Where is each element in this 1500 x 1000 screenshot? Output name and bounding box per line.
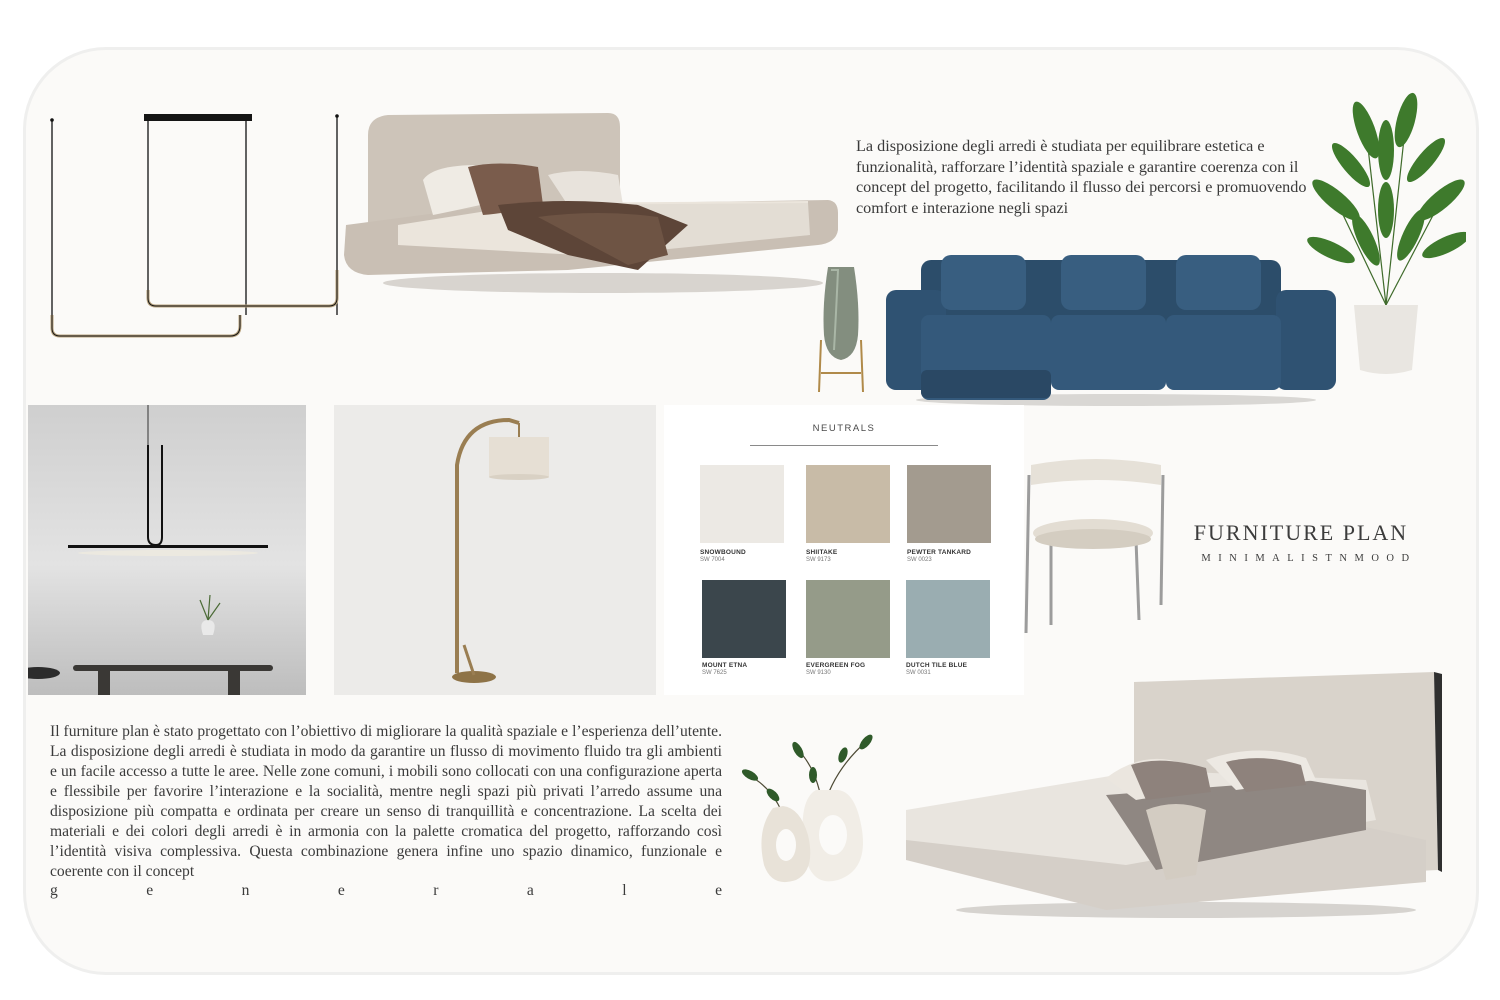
color-palette-card	[664, 405, 1024, 695]
swatch-code: SW 9130	[806, 670, 831, 676]
swatch-name: EVERGREEN FOG	[806, 662, 866, 669]
body-letter: g	[50, 882, 58, 899]
swatch-code: SW 0031	[906, 670, 931, 676]
body-paragraph: Il furniture plan è stato progettato con l’obiettivo di migliorare la qualità spaziale e l’esperienza dell’utente. La disposizione degli arredi è studiata in modo da garantire un flusso di movimento fluido tra gli ambienti e un facile accesso a tutte le aree. Nelle zone comuni, i mobili sono collocati con una configurazione aperta e flessibile per favorire l’interazione e la socialità, mentre negli spazi più privati l’arredo assume una disposizione più compatta e ordinata per creare un senso di tranquillità e concentrazione. La scelta dei materiali e dei colori degli arredi è in armonia con la palette cromatica del progetto, rafforzando così l’identità visiva complessiva. Questa combinazione genera infine uno spazio dinamico, funzionale e coerente con il concept	[50, 723, 722, 880]
swatch-code: SW 7625	[702, 670, 727, 676]
swatch-mount-etna	[702, 580, 786, 658]
glass-vase-image	[816, 265, 866, 395]
swatch-name: MOUNT ETNA	[702, 662, 748, 669]
moodboard-panel	[26, 50, 1476, 972]
body-letter: l	[622, 882, 627, 899]
body-letter: r	[433, 882, 439, 899]
swatch-evergreen-fog	[806, 580, 890, 658]
palette-divider	[750, 445, 938, 446]
swatch-code: SW 7004	[700, 557, 725, 563]
swatch-code: SW 9173	[806, 557, 831, 563]
linear-pendant-light-image	[42, 110, 342, 345]
swatch-name: PEWTER TANKARD	[907, 549, 972, 556]
palette-title: NEUTRALS	[812, 423, 876, 434]
swatch-name: SHIITAKE	[806, 549, 838, 556]
platform-bed-image	[338, 105, 848, 300]
body-letter: n	[241, 882, 250, 899]
blue-sofa-image	[881, 250, 1341, 410]
swatch-code: SW 0023	[907, 557, 932, 563]
swatch-shiitake	[806, 465, 890, 543]
dining-chair-image	[1021, 455, 1171, 640]
floor-lamp-photo	[334, 405, 656, 695]
body-letter: a	[526, 882, 534, 899]
page-title: FURNITURE PLAN	[1193, 520, 1409, 545]
swatch-snowbound	[700, 465, 784, 543]
body-letter: e	[337, 882, 345, 899]
sculptural-vases-image	[738, 720, 888, 890]
swatch-pewter-tankard	[907, 465, 991, 543]
intro-paragraph: La disposizione degli arredi è studiata per equilibrare estetica e funzionalità, rafforzare l’identità spaziale e garantire coerenza con il concept del progetto, facilitando il flusso dei percorsi e promuovendo comfort e interazione negli spazi	[856, 137, 1307, 217]
body-letter: e	[715, 882, 722, 899]
swatch-dutch-tile-blue	[906, 580, 990, 658]
upholstered-bed-image	[906, 670, 1451, 920]
swatch-name: SNOWBOUND	[700, 549, 746, 556]
body-paragraph-last-line	[50, 882, 722, 900]
body-letter: e	[146, 882, 154, 899]
page-subtitle: MINIMALISTNMOOD	[1201, 553, 1417, 564]
pendant-table-photo	[28, 405, 306, 695]
swatch-name: DUTCH TILE BLUE	[906, 662, 968, 669]
